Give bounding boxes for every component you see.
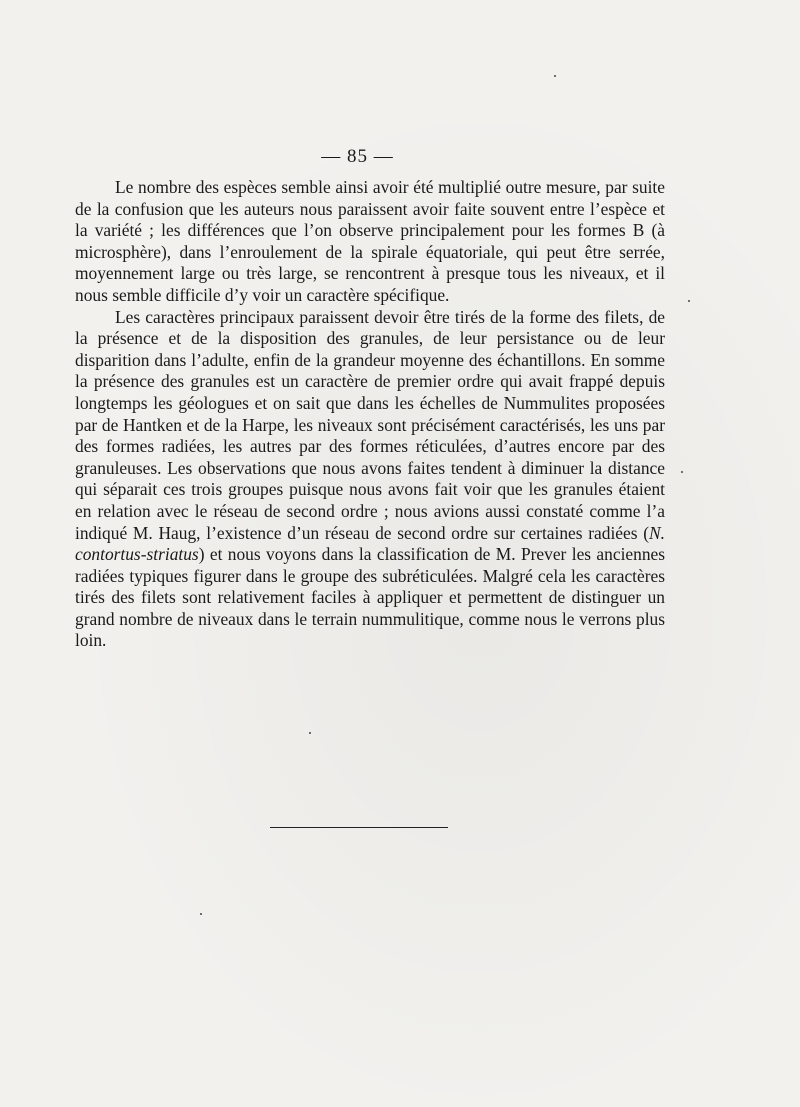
- scan-speck: [309, 732, 311, 734]
- section-divider: [270, 827, 448, 828]
- page-number: — 85 —: [321, 146, 394, 167]
- paragraph-2-text-after-italic: ) et nous voyons dans la classification de M. Prever les anciennes radiées typiques figurer dans le groupe des subréticulées. Malgré cela les caractères tirés des filets sont relativement faciles à appliquer et permettent de distinguer un grand nombre de niveaux dans le terrain nummulitique, comme nous le verrons plus loin.: [75, 544, 665, 651]
- paragraph-1: Le nombre des espèces semble ainsi avoir été multiplié outre mesure, par suite de la confusion que les auteurs nous paraissent avoir faite souvent entre l’espèce et la variété ; les différences que l’on observe principalement pour les formes B (à microsphère), dans l’enroulement de la spirale équatoriale, qui peut être serrée, moyennement large ou très large, se rencontrent à presque tous les niveaux, et il nous semble difficile d’y voir un caractère spécifique.: [75, 177, 665, 305]
- body-text: [75, 177, 665, 652]
- scan-speck: [688, 300, 690, 302]
- scan-speck: [200, 913, 202, 915]
- species-name: N. contortus-striatus: [75, 522, 665, 565]
- paragraph-2-text-before-italic: Les caractères principaux paraissent devoir être tirés de la forme des filets, de la présence et de la disposition des granules, de leur persistance ou de leur disparition dans l’adulte, enfin de la grandeur moyenne des échantillons. En somme la présence des granules est un caractère de premier ordre qui avait frappé depuis longtemps les géologues et on sait que dans les échelles de Nummulites proposées par de Hantken et de la Harpe, les niveaux sont précisément caractérisés, les uns par des formes radiées, les autres par des formes réticulées, d’autres encore par des granuleuses. Les observations que nous avons faites tendent à diminuer la distance qui séparait ces trois groupes puisque nous avons fait voir que les granules étaient en relation avec le réseau de second ordre ; nous avions aussi constaté comme l’a indiqué M. Haug, l’existence d’un réseau de second ordre sur certaines radiées (: [75, 306, 665, 543]
- paragraph-2: [75, 307, 665, 653]
- scan-speck: [554, 75, 556, 77]
- scan-speck: [681, 471, 683, 473]
